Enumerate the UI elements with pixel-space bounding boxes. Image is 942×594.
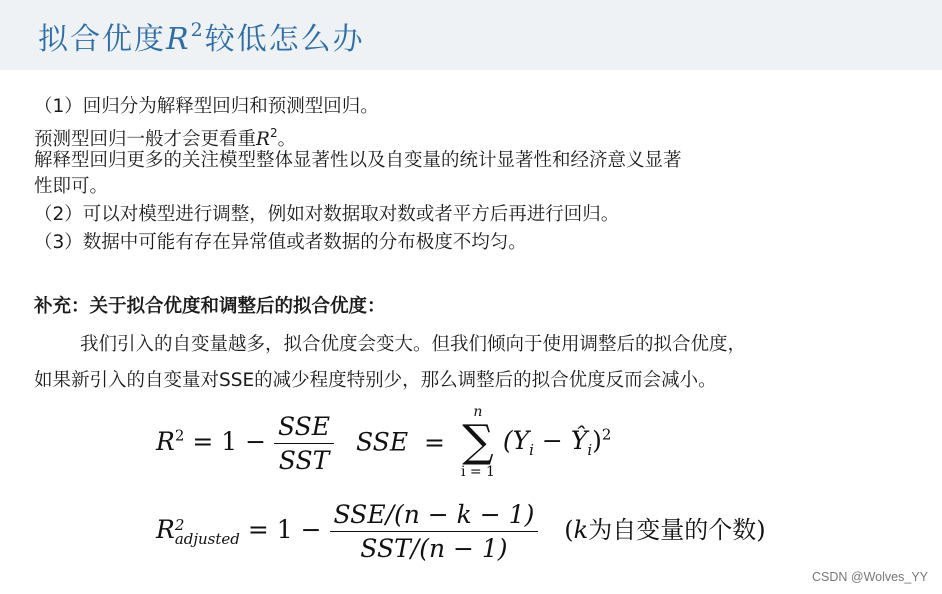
watermark: CSDN @Wolves_YY bbox=[812, 570, 928, 584]
adj-note-k: k bbox=[573, 516, 589, 544]
summation-term bbox=[502, 425, 612, 459]
item-1-predictive bbox=[34, 121, 296, 152]
formula-sse bbox=[356, 404, 611, 480]
title-text-before: 拟合优度 bbox=[38, 22, 166, 57]
term-sub-i2: i bbox=[587, 440, 593, 459]
r-symbol: R bbox=[256, 129, 270, 150]
item-3: （3）数据中可能有存在异常值或者数据的分布极度不均匀。 bbox=[34, 232, 527, 253]
adj-note-text: 为自变量的个数) bbox=[588, 516, 766, 544]
adj-r: R bbox=[156, 515, 175, 544]
term-minus: − bbox=[533, 425, 571, 455]
title-r-superscript: 2 bbox=[190, 19, 205, 41]
item-1-explanatory-cont: 性即可。 bbox=[34, 176, 109, 197]
supplement-heading: 补充：关于拟合优度和调整后的拟合优度： bbox=[34, 296, 386, 317]
item-2: （2）可以对模型进行调整，例如对数据取对数或者平方后再进行回归。 bbox=[34, 204, 620, 225]
title-r-symbol: R bbox=[166, 22, 191, 57]
r-superscript: 2 bbox=[269, 126, 278, 140]
adj-sup: 2 bbox=[174, 515, 185, 534]
term-square: 2 bbox=[601, 425, 612, 444]
supplement-paragraph-2: 如果新引入的自变量对SSE的减少程度特别少，那么调整后的拟合优度反而会减小。 bbox=[34, 370, 717, 391]
term-sub-i: i bbox=[529, 440, 534, 459]
formula-r: R bbox=[156, 427, 175, 456]
adj-note bbox=[564, 516, 765, 544]
title-text-after: 较低怎么办 bbox=[204, 22, 365, 57]
formula-one-minus: = 1 − bbox=[192, 427, 267, 456]
item-1-explanatory: 解释型回归更多的关注模型整体显著性以及自变量的统计显著性和经济意义显著 bbox=[34, 150, 682, 171]
sse-lhs: SSE bbox=[356, 427, 409, 457]
item-1: （1）回归分为解释型回归和预测型回归。 bbox=[34, 96, 379, 117]
fraction-denominator: SST bbox=[278, 446, 330, 475]
summation-symbol bbox=[461, 404, 495, 480]
predictive-period: 。 bbox=[277, 129, 297, 150]
summation-sigma: ∑ bbox=[462, 416, 494, 467]
adj-scripts bbox=[174, 515, 240, 548]
term-y: (Y bbox=[502, 425, 530, 455]
predictive-text: 预测型回归一般才会更看重 bbox=[34, 129, 257, 150]
adj-one-minus: = 1 − bbox=[247, 515, 322, 544]
term-yhat: Ŷ bbox=[570, 425, 588, 455]
fraction-numerator: SSE bbox=[274, 412, 334, 444]
summation-upper: n bbox=[473, 404, 483, 420]
page-title bbox=[38, 14, 365, 58]
adj-fraction-denominator: SST/(n − 1) bbox=[360, 534, 508, 563]
adj-sub: adjusted bbox=[174, 529, 240, 548]
formula-r-squared bbox=[156, 412, 334, 475]
summation-lower: i = 1 bbox=[460, 464, 495, 480]
fraction-sse-sst bbox=[274, 412, 334, 475]
header-bar bbox=[0, 0, 942, 70]
adj-note-open: ( bbox=[564, 516, 574, 544]
formula-r-sup: 2 bbox=[174, 426, 185, 445]
sse-equals: = bbox=[424, 427, 445, 457]
supplement-paragraph-1: 我们引入的自变量越多，拟合优度会变大。但我们倾向于使用调整后的拟合优度， bbox=[80, 334, 747, 355]
adj-fraction-numerator: SSE/(n − k − 1) bbox=[330, 500, 539, 532]
fraction-adjusted bbox=[330, 500, 539, 563]
formula-adjusted-r-squared bbox=[156, 500, 766, 563]
term-close: ) bbox=[592, 425, 602, 455]
